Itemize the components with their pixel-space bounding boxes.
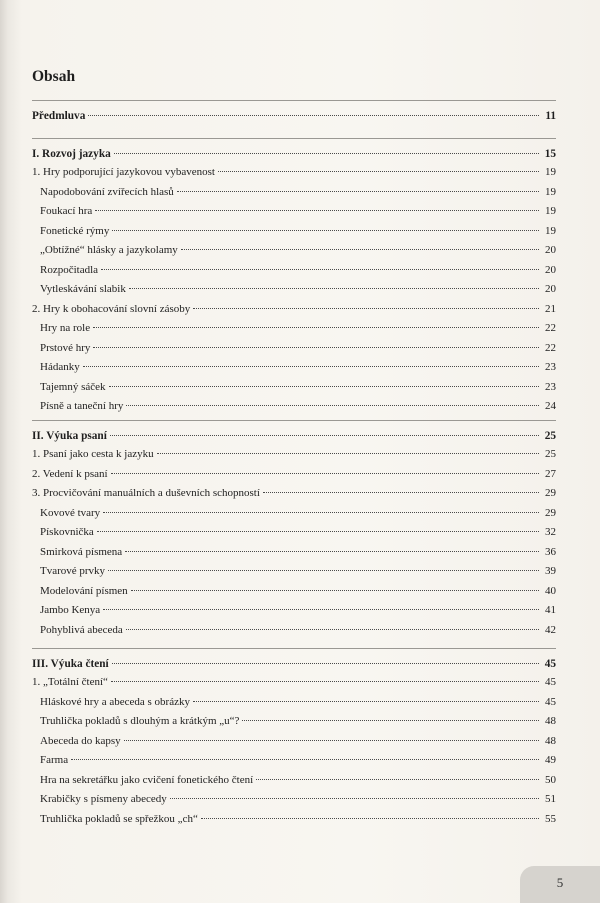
toc-entry-page: 40 xyxy=(545,584,556,597)
toc-entry-label: Rozpočitadla xyxy=(40,263,99,276)
toc-entry xyxy=(40,320,556,336)
section-divider xyxy=(32,420,556,421)
toc-entry xyxy=(40,563,556,579)
toc-entry xyxy=(40,379,556,395)
toc-entry xyxy=(40,340,556,356)
toc-leader-dots xyxy=(71,759,539,760)
toc-entry-label: „Obtížné“ hlásky a jazykolamy xyxy=(40,244,178,256)
toc-entry xyxy=(40,752,556,768)
toc-entry-label: 1. Psaní jako cesta k jazyku xyxy=(32,448,154,460)
toc-entry xyxy=(40,694,556,710)
section-divider xyxy=(32,100,556,101)
toc-leader-dots xyxy=(218,171,539,172)
toc-entry-label: Jambo Kenya xyxy=(40,604,101,616)
toc-section-heading xyxy=(32,146,556,162)
toc-entry xyxy=(40,733,556,749)
toc-entry-label: I. Rozvoj jazyka xyxy=(32,148,111,160)
toc-entry xyxy=(32,485,556,501)
toc-entry-page: 48 xyxy=(545,734,556,747)
toc-leader-dots xyxy=(193,308,539,309)
toc-leader-dots xyxy=(97,531,539,532)
toc-entry-label: Pohyblivá abeceda xyxy=(40,623,123,636)
toc-entry-label: Hry na role xyxy=(40,322,91,334)
toc-entry xyxy=(40,791,556,807)
toc-entry-page: 49 xyxy=(545,754,556,766)
toc-leader-dots xyxy=(112,230,539,231)
toc-leader-dots xyxy=(111,473,539,474)
toc-section-heading xyxy=(32,656,556,672)
toc-entry-label: Fonetické rýmy xyxy=(40,224,110,237)
toc-leader-dots xyxy=(88,115,539,116)
toc-entry xyxy=(40,544,556,560)
section-divider xyxy=(32,138,556,139)
page-number-tab xyxy=(520,866,600,903)
toc-entry-page: 45 xyxy=(545,676,556,688)
toc-leader-dots xyxy=(95,210,539,211)
toc-entry-label: 2. Hry k obohacování slovní zásoby xyxy=(32,302,191,315)
toc-section-heading xyxy=(32,428,556,444)
toc-entry-page: 41 xyxy=(545,604,556,616)
toc-entry xyxy=(40,524,556,540)
toc-entry-label: Modelování písmen xyxy=(40,584,128,597)
toc-entry-page: 29 xyxy=(545,506,556,519)
section-divider xyxy=(32,648,556,649)
toc-leader-dots xyxy=(93,347,539,348)
toc-entry xyxy=(40,505,556,521)
toc-entry-page: 19 xyxy=(545,224,556,237)
toc-entry xyxy=(40,281,556,297)
toc-leader-dots xyxy=(170,798,539,799)
toc-entry-label: 1. Hry podporující jazykovou vybavenost xyxy=(32,166,215,178)
toc-entry-label: 2. Vedení k psaní xyxy=(32,467,108,480)
toc-entry-label: Foukací hra xyxy=(40,205,93,217)
toc-entry-page: 20 xyxy=(545,263,556,276)
toc-entry xyxy=(32,466,556,482)
toc-entry-label: Tvarové prvky xyxy=(40,565,106,577)
toc-leader-dots xyxy=(101,269,539,270)
toc-leader-dots xyxy=(129,288,539,289)
toc-leader-dots xyxy=(242,720,539,721)
toc-entry-page: 22 xyxy=(545,322,556,334)
toc-entry-page: 20 xyxy=(545,283,556,295)
toc-entry-label: Smirková písmena xyxy=(40,545,123,558)
toc-entry-label: Pískovnička xyxy=(40,526,94,538)
toc-entry-page: 24 xyxy=(545,400,556,412)
toc-entry-page: 42 xyxy=(545,623,556,636)
toc-leader-dots xyxy=(177,191,539,192)
toc-entry xyxy=(40,262,556,278)
toc-entry-label: Písně a taneční hry xyxy=(40,400,124,412)
toc-leader-dots xyxy=(193,701,539,702)
toc-entry xyxy=(40,811,556,827)
toc-leader-dots xyxy=(131,590,539,591)
toc-entry-label: II. Výuka psaní xyxy=(32,430,107,442)
toc-entry-label: 3. Procvičování manuálních a duševních schopností xyxy=(32,487,260,499)
toc-entry-label: Napodobování zvířecích hlasů xyxy=(40,185,174,198)
toc-entry-page: 32 xyxy=(545,526,556,538)
toc-entry-label: Krabičky s písmeny abecedy xyxy=(40,793,167,805)
toc-leader-dots xyxy=(111,681,539,682)
toc-entry-label: Vytleskávání slabik xyxy=(40,283,126,295)
toc-leader-dots xyxy=(112,663,539,664)
toc-entry-page: 36 xyxy=(545,545,556,558)
toc-entry-label: Tajemný sáček xyxy=(40,380,106,393)
toc-leader-dots xyxy=(110,435,539,436)
toc-leader-dots xyxy=(109,386,539,387)
toc-entry xyxy=(40,772,556,788)
toc-entry-page: 23 xyxy=(545,361,556,373)
toc-entry xyxy=(40,359,556,375)
toc-entry-page: 23 xyxy=(545,380,556,393)
toc-leader-dots xyxy=(125,551,539,552)
toc-entry xyxy=(40,203,556,219)
toc-entry-page: 51 xyxy=(545,793,556,805)
toc-entry-page: 55 xyxy=(545,812,556,825)
toc-entry xyxy=(40,602,556,618)
page-number: 5 xyxy=(556,875,564,890)
toc-entry-page: 29 xyxy=(545,487,556,499)
toc-leader-dots xyxy=(124,740,539,741)
toc-entry-page: 25 xyxy=(544,430,556,442)
toc-entry xyxy=(40,242,556,258)
toc-entry xyxy=(32,674,556,690)
toc-entry xyxy=(40,223,556,239)
toc-entry xyxy=(32,164,556,180)
toc-entry-page: 48 xyxy=(545,715,556,727)
toc-entry xyxy=(40,713,556,729)
toc-leader-dots xyxy=(157,453,539,454)
toc-section-heading xyxy=(32,108,556,124)
toc-entry-page: 45 xyxy=(545,695,556,708)
toc-entry-label: 1. „Totální čtení“ xyxy=(32,676,108,688)
toc-entry-page: 19 xyxy=(545,205,556,217)
toc-leader-dots xyxy=(263,492,539,493)
toc-entry-page: 21 xyxy=(545,302,556,315)
toc-leader-dots xyxy=(93,327,539,328)
toc-entry-page: 25 xyxy=(545,448,556,460)
toc-entry-page: 39 xyxy=(545,565,556,577)
toc-entry-label: Hláskové hry a abeceda s obrázky xyxy=(40,695,190,708)
toc-leader-dots xyxy=(83,366,539,367)
toc-leader-dots xyxy=(103,512,539,513)
toc-leader-dots xyxy=(201,818,539,819)
toc-entry-page: 22 xyxy=(545,341,556,354)
toc-entry-page: 19 xyxy=(545,185,556,198)
toc-entry-label: Truhlička pokladů se spřežkou „ch“ xyxy=(40,812,198,825)
toc-entry-page: 11 xyxy=(545,110,556,122)
toc-entry-label: Abeceda do kapsy xyxy=(40,734,121,747)
toc-entry xyxy=(40,398,556,414)
toc-entry-label: Kovové tvary xyxy=(40,506,101,519)
toc-entry-page: 19 xyxy=(545,166,556,178)
toc-leader-dots xyxy=(181,249,539,250)
page-title: Obsah xyxy=(32,68,76,85)
toc-leader-dots xyxy=(114,153,539,154)
toc-entry-label: III. Výuka čtení xyxy=(32,658,109,670)
toc-leader-dots xyxy=(126,405,539,406)
toc-entry-page: 50 xyxy=(545,773,556,786)
toc-entry-label: Farma xyxy=(40,754,69,766)
toc-entry-label: Truhlička pokladů s dlouhým a krátkým „u“? xyxy=(40,715,240,727)
toc-leader-dots xyxy=(103,609,539,610)
toc-leader-dots xyxy=(126,629,539,630)
toc-entry-label: Hra na sekretářku jako cvičení fonetického čtení xyxy=(40,773,254,786)
toc-entry xyxy=(40,583,556,599)
toc-entry xyxy=(32,301,556,317)
toc-entry-page: 15 xyxy=(544,148,556,160)
toc-entry-page: 45 xyxy=(544,658,556,670)
toc-entry xyxy=(40,622,556,638)
toc-entry-page: 20 xyxy=(545,244,556,256)
toc-entry-label: Prstové hry xyxy=(40,341,91,354)
toc-entry-page: 27 xyxy=(545,467,556,480)
toc-entry-label: Hádanky xyxy=(40,361,80,373)
toc-leader-dots xyxy=(256,779,539,780)
toc-entry xyxy=(40,184,556,200)
toc-entry-label: Předmluva xyxy=(32,110,86,122)
toc-entry xyxy=(32,446,556,462)
toc-leader-dots xyxy=(108,570,539,571)
